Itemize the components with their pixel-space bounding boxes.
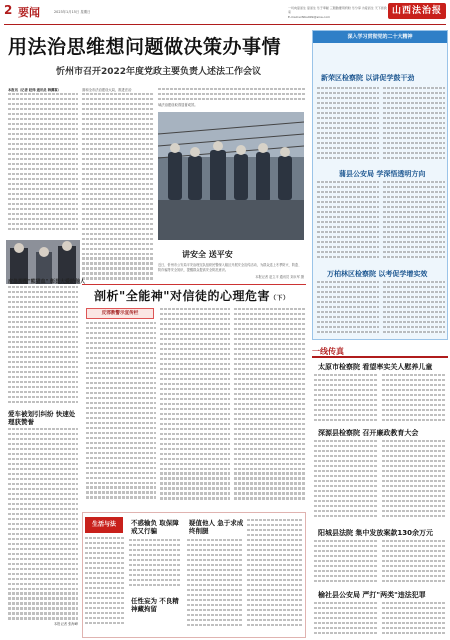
- text-lines: [234, 308, 306, 500]
- issue-date: 2023年1月15日 星期日: [54, 10, 91, 14]
- frontline-item-3-text: [314, 540, 378, 586]
- text-lines: [314, 440, 378, 517]
- text-lines: [314, 540, 378, 582]
- text-lines: [160, 308, 230, 500]
- frontline-item-4-text: [314, 602, 378, 638]
- text-lines: [382, 602, 446, 634]
- frontline-item-1-title: 太原市检察院 看望率实关人慰养儿童: [318, 363, 433, 371]
- small-story-text: [8, 286, 78, 406]
- sidebar-section-3-text: [317, 281, 379, 337]
- text-lines: [317, 181, 379, 258]
- life-and-law-tag: 生活与法: [85, 517, 123, 533]
- sidebar-section-2-text: [317, 181, 379, 265]
- frontline-rule: [312, 356, 448, 358]
- text-lines: [317, 87, 379, 159]
- text-lines: [382, 374, 446, 421]
- text-lines: [8, 286, 78, 403]
- left-story-title: 爱车被划引纠纷 快速处理获赞誉: [8, 410, 76, 426]
- sidebar-section-1-text: [317, 87, 379, 163]
- sidebar-section-2-title: 蒲县公安局 学深悟透明方向: [339, 170, 426, 178]
- box-left-text: [85, 537, 125, 635]
- box-item-3-title: 任性妄为 不良精神藏拘留: [131, 597, 179, 613]
- anti-cult-headline-note: （下）: [270, 295, 290, 302]
- sidebar-section-1-text-2: [383, 87, 445, 163]
- box-item-1-text: [129, 539, 181, 593]
- small-story-title: 应急提醒"熊猫血" 彰显大爱助他人: [8, 279, 85, 285]
- box-item-2-title: 疑值他人 急于求成终削腿: [189, 519, 244, 535]
- lead-column-3: [158, 88, 306, 110]
- text-lines: [314, 602, 378, 634]
- text-lines: [314, 374, 378, 421]
- anti-cult-text-3: [234, 308, 306, 508]
- lead-headline: 用法治思维想问题做决策办事情: [8, 36, 282, 58]
- lead-subhead: 忻州市召开2022年度党政主要负责人述法工作会议: [56, 67, 262, 77]
- section-divider: [82, 284, 306, 285]
- frontline-item-2-text: [314, 440, 378, 522]
- life-and-law-box: [82, 512, 306, 638]
- text-lines: [247, 519, 303, 626]
- text-lines: [382, 540, 446, 582]
- text-lines: [82, 93, 154, 280]
- frontline-item-4-text-2: [382, 602, 446, 638]
- photo-illustration: [158, 112, 304, 240]
- lead-dateline: 本报讯（记者 赵炜 通讯员 韩渊霖）: [8, 88, 61, 92]
- text-lines: [187, 539, 243, 626]
- text-lines: [86, 322, 156, 499]
- anti-cult-headline: [94, 287, 306, 304]
- frontline-item-2-title: 深源县检察院 召开廉政教育大会: [318, 429, 419, 437]
- sidebar-banner: 深入学习贯彻党的二十大精神: [313, 31, 447, 43]
- frontline-label: 一线传真: [312, 347, 344, 356]
- photo-caption-title: 讲安全 送平安: [182, 250, 233, 259]
- box-item-2-text-2: [247, 519, 303, 635]
- ad-line-1: 一切向爱而生 爱而生 乐于奉献 三胞胎要用奶粉 乐分享 为爱而生 天下皆我 家: [288, 6, 387, 15]
- lead-column-2: [82, 88, 154, 284]
- text-lines: [158, 88, 306, 100]
- anti-cult-headline-text: 剖析"全能神"对信徒的心理危害: [94, 289, 271, 303]
- left-story-credit: 本报记者 张海峰: [53, 622, 78, 627]
- sidebar-section-3-text-2: [383, 281, 445, 337]
- sidebar-section-3-title: 万柏林区检察院 以考促学增实效: [327, 270, 428, 278]
- police-training-photo: [158, 112, 304, 240]
- text-lines: [383, 87, 445, 159]
- sidebar-section-1-title: 新荣区检察院 以讲促学鼓干劲: [321, 74, 415, 82]
- lead-column-3-end: 域法治建设取得显著成效。: [158, 102, 198, 107]
- text-lines: [317, 281, 379, 333]
- text-lines: [129, 539, 181, 586]
- frontline-item-2-text-2: [382, 440, 446, 522]
- masthead-ad: [288, 6, 388, 19]
- lead-column-2-start: 面和全市法治建设大局，推进法治: [82, 88, 132, 92]
- frontline-item-1-text: [314, 374, 378, 424]
- photo-caption-credit: 本报记者 赵立平 通讯员 刘永军 摄: [255, 274, 304, 279]
- ad-line-2: E-mail:sxfzbs999@sina.com: [288, 14, 331, 19]
- text-lines: [8, 428, 78, 620]
- frontline-item-3-text-2: [382, 540, 446, 586]
- text-lines: [383, 181, 445, 258]
- box-item-2-text: [187, 539, 243, 635]
- sidebar-section-2-text-2: [383, 181, 445, 265]
- newspaper-logo: 山西法治报: [388, 3, 446, 19]
- left-story-text: [8, 428, 78, 632]
- text-lines: [382, 440, 446, 517]
- text-lines: [85, 537, 125, 624]
- photo-caption-body: 近日，忻州市公安局平安治理支队组织民警深入辖区开展安全宣传活动，为群众送上冬季防火、防盗、防诈骗等安全知识，提醒群众提高安全防范意识。: [158, 263, 302, 272]
- anti-cult-box-label: 反邪教警示宣传栏: [86, 308, 154, 319]
- photo-caption: [158, 242, 304, 279]
- anti-cult-text-1: [86, 322, 156, 508]
- text-lines: [383, 281, 445, 333]
- section-name: 要闻: [18, 6, 40, 19]
- frontline-item-4-title: 榆社县公安局 严打"两类"违法犯罪: [318, 591, 426, 599]
- text-lines: [8, 93, 78, 230]
- page-number: 2: [4, 3, 13, 17]
- frontline-item-3-title: 阳城县法院 集中发放案款130余万元: [318, 529, 434, 537]
- lead-column-1: [8, 88, 78, 238]
- masthead: [4, 3, 446, 25]
- frontline-item-1-text-2: [382, 374, 446, 424]
- anti-cult-text-2: [160, 308, 230, 508]
- sidebar-study-column: [312, 30, 448, 340]
- box-item-1-title: 不惑输负 取保障戒又行骗: [131, 519, 179, 535]
